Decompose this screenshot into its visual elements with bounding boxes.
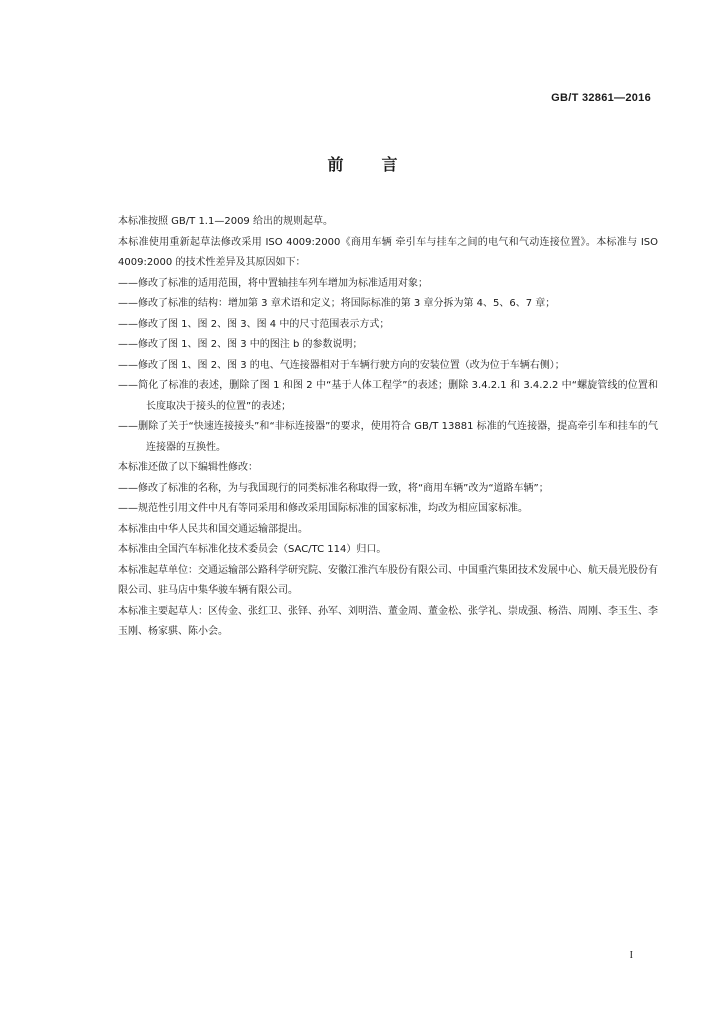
list-item: ——修改了图 1、图 2、图 3 中的图注 b 的参数说明； bbox=[118, 339, 363, 350]
paragraph: 本标准还做了以下编辑性修改： bbox=[118, 462, 258, 473]
list-item: ——修改了图 1、图 2、图 3、图 4 中的尺寸范围表示方式； bbox=[118, 318, 390, 330]
list-item: ——删除了关于“快速连接接头”和“非标连接器”的要求，使用符合 GB/T 13881 标准的气连接器，提高牵引车和挂车的气连接器的互换性。 bbox=[118, 421, 658, 453]
list-item: ——修改了标准的结构：增加第 3 章术语和定义；将国际标准的第 3 章分拆为第 4、5、6、7 章； bbox=[118, 298, 556, 309]
page-title: 前言 bbox=[327, 155, 436, 174]
list-item: ——规范性引用文件中凡有等同采用和修改采用国际标准的国家标准，均改为相应国家标准。 bbox=[118, 503, 528, 514]
page-number: I bbox=[629, 950, 633, 961]
paragraph: 本标准由中华人民共和国交通运输部提出。 bbox=[118, 523, 308, 535]
list-item: ——简化了标准的表述，删除了图 1 和图 2 中“基于人体工程学”的表述；删除 3.4.2.1 和 3.4.2.2 中“螺旋管线的位置和长度取决于接头的位置”的表述； bbox=[118, 380, 658, 412]
paragraph: 本标准主要起草人：区传金、张红卫、张铎、孙军、刘明浩、董金周、董金松、张学礼、崇成强、杨浩、周刚、李玉生、李玉刚、杨家骐、陈小会。 bbox=[118, 605, 658, 637]
list-item: ——修改了标准的适用范围，将中置轴挂车列车增加为标准适用对象； bbox=[118, 277, 428, 289]
paragraph: 本标准使用重新起草法修改采用 ISO 4009:2000《商用车辆 牵引车与挂车之间的电气和气动连接位置》。本标准与 ISO 4009:2000 的技术性差异及其原因如下： bbox=[118, 236, 658, 268]
foreword-body bbox=[118, 212, 658, 643]
standard-code: GB/T 32861—2016 bbox=[551, 92, 651, 104]
paragraph: 本标准起草单位：交通运输部公路科学研究院、安徽江淮汽车股份有限公司、中国重汽集团技术发展中心、航天晨光股份有限公司、驻马店中集华骏车辆有限公司。 bbox=[118, 564, 658, 596]
paragraph: 本标准按照 GB/T 1.1—2009 给出的规则起草。 bbox=[118, 216, 333, 227]
paragraph: 本标准由全国汽车标准化技术委员会（SAC/TC 114）归口。 bbox=[118, 544, 387, 555]
list-item: ——修改了标准的名称，为与我国现行的同类标准名称取得一致，将“商用车辆”改为“道路车辆”； bbox=[118, 482, 549, 494]
list-item: ——修改了图 1、图 2、图 3 的电、气连接器相对于车辆行驶方向的安装位置（改为位于车辆右侧）； bbox=[118, 359, 565, 371]
